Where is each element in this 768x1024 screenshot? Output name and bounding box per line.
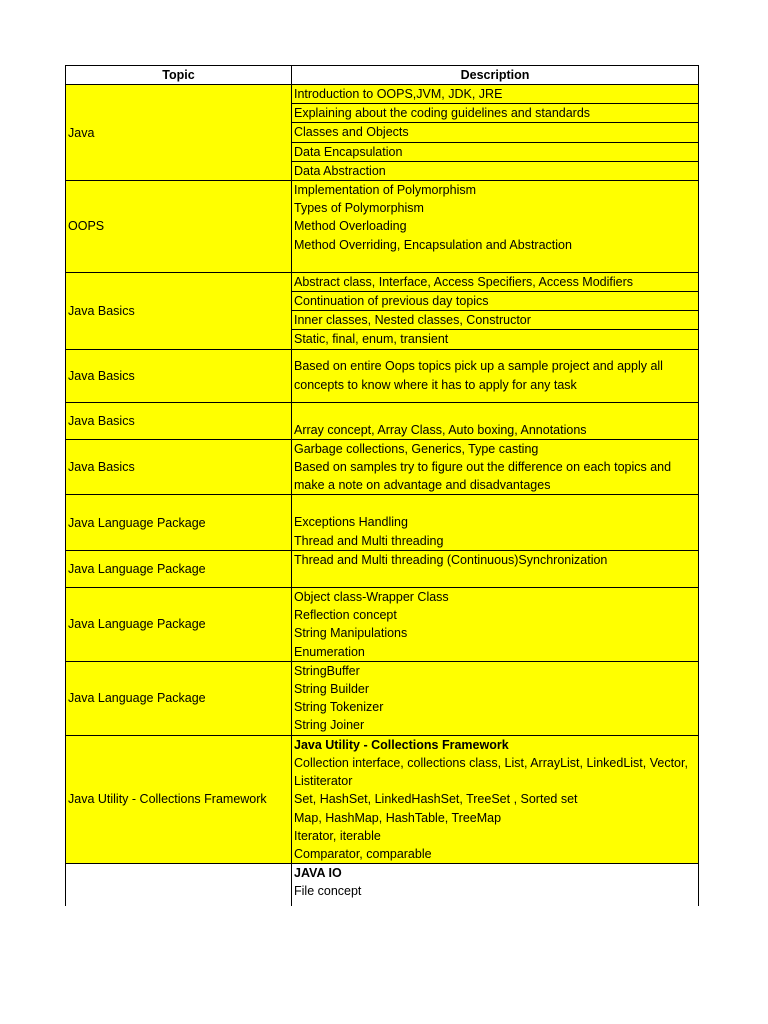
- description-cell: Based on entire Oops topics pick up a sample project and apply all concepts to know where it has to apply for any task: [292, 349, 699, 402]
- description-cell: Collection interface, collections class, List, ArrayList, LinkedList, Vector, Listiterator: [292, 754, 699, 790]
- description-cell: Inner classes, Nested classes, Constructor: [292, 311, 699, 330]
- description-cell: Abstract class, Interface, Access Specifiers, Access Modifiers: [292, 272, 699, 291]
- topic-cell: Java Basics: [66, 272, 292, 349]
- description-cell: [292, 254, 699, 273]
- table-row: [66, 495, 699, 514]
- description-cell: [292, 569, 699, 588]
- topic-cell: Java Utility - Collections Framework: [66, 735, 292, 863]
- table-row: [66, 85, 699, 104]
- description-cell: Introduction to OOPS,JVM, JDK, JRE: [292, 85, 699, 104]
- description-cell: Classes and Objects: [292, 123, 699, 142]
- section-title-cell: Java Utility - Collections Framework: [292, 735, 699, 754]
- description-cell: Based on samples try to figure out the difference on each topics and make a note on advantage and disadvantages: [292, 458, 699, 495]
- description-cell: String Builder: [292, 680, 699, 698]
- description-cell: [292, 495, 699, 514]
- description-cell: File concept: [292, 882, 699, 906]
- table-row: [66, 588, 699, 607]
- topic-cell: Java Language Package: [66, 588, 292, 662]
- description-cell: Implementation of Polymorphism: [292, 181, 699, 200]
- curriculum-table: [65, 65, 699, 906]
- description-cell: Types of Polymorphism: [292, 199, 699, 217]
- topic-cell: Java Basics: [66, 349, 292, 402]
- description-cell: Data Abstraction: [292, 161, 699, 180]
- description-cell: Method Overloading: [292, 217, 699, 235]
- description-cell: Enumeration: [292, 643, 699, 662]
- description-cell: String Joiner: [292, 716, 699, 735]
- table-row: [66, 439, 699, 458]
- table-row: [66, 735, 699, 754]
- description-cell: Exceptions Handling: [292, 513, 699, 531]
- table-row: [66, 864, 699, 883]
- description-header: Description: [292, 66, 699, 85]
- description-cell: Garbage collections, Generics, Type casting: [292, 439, 699, 458]
- description-cell: Map, HashMap, HashTable, TreeMap: [292, 809, 699, 827]
- table-row: [66, 272, 699, 291]
- topic-cell: Java Language Package: [66, 661, 292, 735]
- table-row: [66, 402, 699, 421]
- curriculum-sheet: [65, 65, 698, 906]
- description-cell: Set, HashSet, LinkedHashSet, TreeSet , Sorted set: [292, 790, 699, 808]
- description-cell: Iterator, iterable: [292, 827, 699, 845]
- description-cell: Explaining about the coding guidelines and standards: [292, 104, 699, 123]
- topic-cell: Java Language Package: [66, 550, 292, 587]
- description-cell: Thread and Multi threading: [292, 532, 699, 551]
- description-cell: [292, 402, 699, 421]
- description-cell: Data Encapsulation: [292, 142, 699, 161]
- table-row: [66, 181, 699, 200]
- header-row: [66, 66, 699, 85]
- table-row: [66, 349, 699, 402]
- description-cell: Method Overriding, Encapsulation and Abstraction: [292, 236, 699, 254]
- description-cell: Reflection concept: [292, 606, 699, 624]
- topic-cell: Java Basics: [66, 402, 292, 439]
- description-cell: Array concept, Array Class, Auto boxing, Annotations: [292, 421, 699, 440]
- description-cell: String Tokenizer: [292, 698, 699, 716]
- description-cell: Object class-Wrapper Class: [292, 588, 699, 607]
- section-title-cell: JAVA IO: [292, 864, 699, 883]
- topic-cell: OOPS: [66, 181, 292, 273]
- description-cell: Comparator, comparable: [292, 845, 699, 864]
- topic-cell: Java Basics: [66, 439, 292, 495]
- description-cell: String Manipulations: [292, 624, 699, 642]
- description-cell: StringBuffer: [292, 661, 699, 680]
- topic-cell: [66, 864, 292, 907]
- table-row: [66, 550, 699, 569]
- description-cell: Static, final, enum, transient: [292, 330, 699, 349]
- topic-cell: Java Language Package: [66, 495, 292, 550]
- table-row: [66, 661, 699, 680]
- description-cell: Continuation of previous day topics: [292, 292, 699, 311]
- description-cell: Thread and Multi threading (Continuous)Synchronization: [292, 550, 699, 569]
- topic-cell: Java: [66, 85, 292, 181]
- topic-header: Topic: [66, 66, 292, 85]
